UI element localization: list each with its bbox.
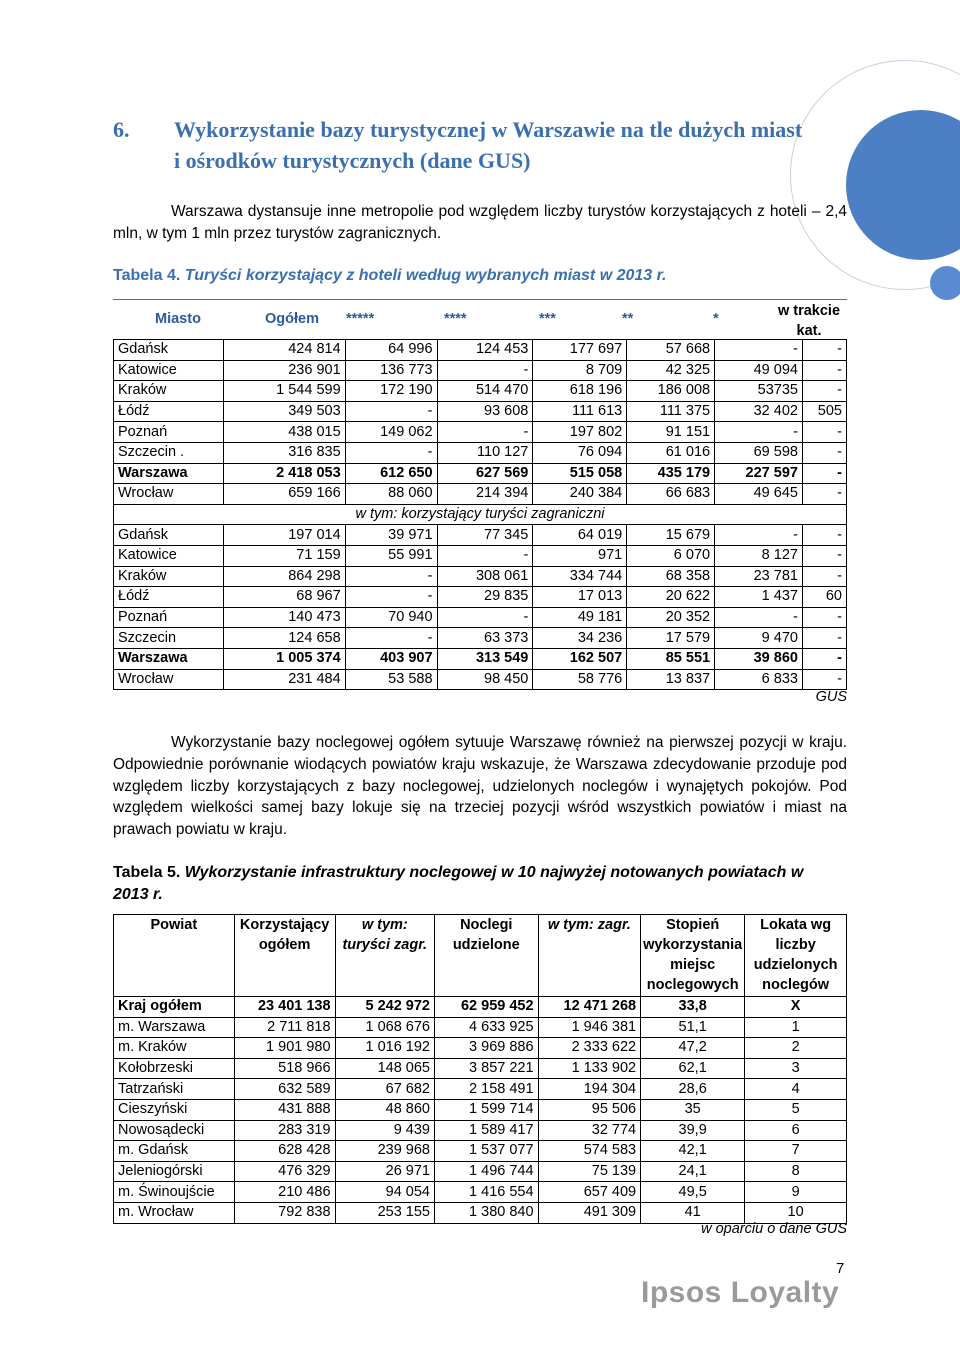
value-cell: - [802, 525, 846, 546]
city-cell: Katowice [114, 360, 224, 381]
powiat-cell: m. Warszawa [114, 1017, 235, 1038]
table-row [114, 1038, 847, 1059]
value-cell: 124 658 [223, 628, 345, 649]
column-header: Powiat [114, 915, 235, 997]
value-cell: 172 190 [345, 381, 437, 402]
value-cell: 32 402 [715, 401, 803, 422]
value-cell: - [437, 422, 533, 443]
value-cell: 9 [745, 1182, 847, 1203]
value-cell: 77 345 [437, 525, 533, 546]
value-cell: 1 416 554 [435, 1182, 539, 1203]
value-cell: 34 236 [533, 628, 627, 649]
table-row [114, 1182, 847, 1203]
table-row [114, 669, 847, 690]
value-cell: 632 589 [234, 1079, 335, 1100]
powiat-cell: Kołobrzeski [114, 1058, 235, 1079]
value-cell: 313 549 [437, 648, 533, 669]
value-cell: 864 298 [223, 566, 345, 587]
table-row [114, 340, 847, 361]
value-cell: 20 622 [627, 587, 715, 608]
value-cell: 627 569 [437, 463, 533, 484]
value-cell: 124 453 [437, 340, 533, 361]
value-cell: - [715, 422, 803, 443]
column-header: w tym: zagr. [538, 915, 641, 997]
value-cell: 227 597 [715, 463, 803, 484]
value-cell: 334 744 [533, 566, 627, 587]
value-cell: 4 633 925 [435, 1017, 539, 1038]
value-cell: 17 013 [533, 587, 627, 608]
header-5-stars: ***** [346, 311, 375, 327]
value-cell: 95 506 [538, 1099, 641, 1120]
value-cell: - [437, 360, 533, 381]
value-cell: 514 470 [437, 381, 533, 402]
value-cell: 2 158 491 [435, 1079, 539, 1100]
value-cell: 518 966 [234, 1058, 335, 1079]
powiat-cell: m. Wrocław [114, 1202, 235, 1223]
value-cell: X [745, 997, 847, 1018]
table5-body [114, 915, 847, 1224]
value-cell: 1 901 980 [234, 1038, 335, 1059]
value-cell: 210 486 [234, 1182, 335, 1203]
column-header: Korzystający ogółem [234, 915, 335, 997]
header-2-stars: ** [622, 311, 634, 327]
value-cell: 94 054 [335, 1182, 434, 1203]
value-cell: 68 358 [627, 566, 715, 587]
value-cell: 93 608 [437, 401, 533, 422]
value-cell: - [802, 484, 846, 505]
value-cell: 15 679 [627, 525, 715, 546]
value-cell: - [437, 545, 533, 566]
table-row [114, 1141, 847, 1162]
value-cell: 403 907 [345, 648, 437, 669]
value-cell: 68 967 [223, 587, 345, 608]
value-cell: 8 [745, 1161, 847, 1182]
value-cell: 197 802 [533, 422, 627, 443]
table4-label: Tabela 4. [113, 267, 181, 284]
value-cell: 1 946 381 [538, 1017, 641, 1038]
value-cell: 505 [802, 401, 846, 422]
value-cell: 657 409 [538, 1182, 641, 1203]
value-cell: 49 181 [533, 607, 627, 628]
value-cell: 24,1 [641, 1161, 745, 1182]
value-cell: 236 901 [223, 360, 345, 381]
value-cell: 1 589 417 [435, 1120, 539, 1141]
table-row [114, 628, 847, 649]
value-cell: 1 537 077 [435, 1141, 539, 1162]
value-cell: 53735 [715, 381, 803, 402]
table-row [114, 401, 847, 422]
value-cell: 214 394 [437, 484, 533, 505]
table-row [114, 545, 847, 566]
city-cell: Warszawa [114, 648, 224, 669]
value-cell: 239 968 [335, 1141, 434, 1162]
table-row [114, 587, 847, 608]
column-header: Noclegi udzielone [435, 915, 539, 997]
value-cell: 618 196 [533, 381, 627, 402]
body-paragraph: Wykorzystanie bazy noclegowej ogółem sytuuje Warszawę również na pierwszej pozycji w kraju. Odpowiednie porównanie wiodących powiatów kraju wskazuje, że Warszawa zdecydowanie przoduje pod względem liczby korzystających z bazy noclegowej, udzielonych noclegów i wynajętych pokojów. Pod względem wielkości samej bazy lokuje się na trzeciej pozycji wśród wszystkich powiatów i miast na prawach powiatu w kraju. [113, 734, 847, 839]
value-cell: 316 835 [223, 442, 345, 463]
value-cell: 2 [745, 1038, 847, 1059]
value-cell: 1 005 374 [223, 648, 345, 669]
header-4-stars: **** [444, 311, 467, 327]
intro-paragraph: Warszawa dystansuje inne metropolie pod względem liczby turystów korzystających z hoteli – 2,4 mln, w tym 1 mln przez turystów zagranicznych. [113, 203, 847, 242]
value-cell: 29 835 [437, 587, 533, 608]
value-cell: 32 774 [538, 1120, 641, 1141]
value-cell: 283 319 [234, 1120, 335, 1141]
value-cell: 51,1 [641, 1017, 745, 1038]
decorative-circle-small [930, 266, 960, 300]
value-cell: 2 333 622 [538, 1038, 641, 1059]
value-cell: 55 991 [345, 545, 437, 566]
table-row [114, 607, 847, 628]
section-title: Wykorzystanie bazy turystycznej w Warszawie na tle dużych miast i ośrodków turystycznych (dane GUS) [174, 117, 803, 173]
table4-source: GUS [815, 689, 847, 705]
powiat-cell: Jeleniogórski [114, 1161, 235, 1182]
value-cell: 1 437 [715, 587, 803, 608]
value-cell: 136 773 [345, 360, 437, 381]
value-cell: 438 015 [223, 422, 345, 443]
value-cell: - [802, 607, 846, 628]
value-cell: 1 496 744 [435, 1161, 539, 1182]
value-cell: 12 471 268 [538, 997, 641, 1018]
header-ogolem: Ogółem [265, 311, 319, 327]
city-cell: Szczecin . [114, 442, 224, 463]
value-cell: 628 428 [234, 1141, 335, 1162]
table-row [114, 422, 847, 443]
value-cell: 4 [745, 1079, 847, 1100]
header-3-stars: *** [539, 311, 556, 327]
value-cell: - [715, 525, 803, 546]
value-cell: 2 418 053 [223, 463, 345, 484]
value-cell: 1 [745, 1017, 847, 1038]
column-header: Stopień wykorzystania miejsc noclegowych [641, 915, 745, 997]
table4-body [114, 340, 847, 690]
table-row [114, 1202, 847, 1223]
value-cell: 111 613 [533, 401, 627, 422]
table5 [113, 914, 847, 1224]
value-cell: - [437, 607, 533, 628]
value-cell: 424 814 [223, 340, 345, 361]
value-cell: 10 [745, 1202, 847, 1223]
header-1-star: * [713, 311, 719, 327]
value-cell: 1 544 599 [223, 381, 345, 402]
city-cell: Katowice [114, 545, 224, 566]
value-cell: 231 484 [223, 669, 345, 690]
value-cell: 148 065 [335, 1058, 434, 1079]
value-cell: - [802, 442, 846, 463]
powiat-cell: Cieszyński [114, 1099, 235, 1120]
value-cell: - [802, 566, 846, 587]
city-cell: Wrocław [114, 669, 224, 690]
table-row [114, 1120, 847, 1141]
table5-caption [113, 862, 813, 906]
value-cell: 6 [745, 1120, 847, 1141]
section-heading [113, 114, 813, 176]
value-cell: 42,1 [641, 1141, 745, 1162]
value-cell: 53 588 [345, 669, 437, 690]
value-cell: 659 166 [223, 484, 345, 505]
value-cell: - [802, 463, 846, 484]
table-row [114, 648, 847, 669]
value-cell: 71 159 [223, 545, 345, 566]
foreign-tourists-subheader: w tym: korzystający turyści zagraniczni [114, 504, 847, 525]
table4-header [113, 299, 847, 339]
city-cell: Szczecin [114, 628, 224, 649]
value-cell: 515 058 [533, 463, 627, 484]
value-cell: 35 [641, 1099, 745, 1120]
value-cell: 64 996 [345, 340, 437, 361]
value-cell: 792 838 [234, 1202, 335, 1223]
section-number: 6. [113, 117, 130, 142]
value-cell: - [345, 587, 437, 608]
table-row [114, 525, 847, 546]
value-cell: 63 373 [437, 628, 533, 649]
value-cell: 162 507 [533, 648, 627, 669]
value-cell: 9 470 [715, 628, 803, 649]
value-cell: 5 [745, 1099, 847, 1120]
value-cell: - [802, 669, 846, 690]
value-cell: 60 [802, 587, 846, 608]
table4-caption [113, 267, 666, 285]
value-cell: 110 127 [437, 442, 533, 463]
value-cell: 5 242 972 [335, 997, 434, 1018]
value-cell: 61 016 [627, 442, 715, 463]
value-cell: - [345, 401, 437, 422]
table-row [114, 463, 847, 484]
value-cell: 491 309 [538, 1202, 641, 1223]
table-row [114, 1017, 847, 1038]
table5-source: w oparciu o dane GUS [701, 1221, 847, 1237]
value-cell: 3 [745, 1058, 847, 1079]
value-cell: 3 857 221 [435, 1058, 539, 1079]
city-cell: Kraków [114, 566, 224, 587]
value-cell: 49,5 [641, 1182, 745, 1203]
value-cell: 69 598 [715, 442, 803, 463]
city-cell: Warszawa [114, 463, 224, 484]
value-cell: - [345, 566, 437, 587]
value-cell: 149 062 [345, 422, 437, 443]
value-cell: 48 860 [335, 1099, 434, 1120]
value-cell: 574 583 [538, 1141, 641, 1162]
value-cell: - [345, 628, 437, 649]
value-cell: 1 599 714 [435, 1099, 539, 1120]
powiat-cell: Nowosądecki [114, 1120, 235, 1141]
value-cell: 41 [641, 1202, 745, 1223]
powiat-cell: m. Świnoujście [114, 1182, 235, 1203]
table4 [113, 339, 847, 690]
value-cell: 186 008 [627, 381, 715, 402]
value-cell: - [802, 422, 846, 443]
value-cell: 308 061 [437, 566, 533, 587]
value-cell: - [802, 381, 846, 402]
value-cell: 612 650 [345, 463, 437, 484]
city-cell: Wrocław [114, 484, 224, 505]
ipsos-loyalty-logo: Ipsos Loyalty [641, 1276, 840, 1309]
value-cell: 7 [745, 1141, 847, 1162]
table-row [114, 442, 847, 463]
value-cell: - [802, 360, 846, 381]
value-cell: 67 682 [335, 1079, 434, 1100]
value-cell: 76 094 [533, 442, 627, 463]
value-cell: - [802, 648, 846, 669]
value-cell: 476 329 [234, 1161, 335, 1182]
value-cell: 111 375 [627, 401, 715, 422]
value-cell: 98 450 [437, 669, 533, 690]
table-row [114, 1099, 847, 1120]
city-cell: Łódź [114, 401, 224, 422]
table5-title: Wykorzystanie infrastruktury noclegowej w 10 najwyżej notowanych powiatach w 2013 r. [113, 864, 804, 903]
city-cell: Gdańsk [114, 525, 224, 546]
value-cell: 1 068 676 [335, 1017, 434, 1038]
table-subheader-row [114, 504, 847, 525]
value-cell: 39 971 [345, 525, 437, 546]
value-cell: 85 551 [627, 648, 715, 669]
value-cell: 66 683 [627, 484, 715, 505]
value-cell: 64 019 [533, 525, 627, 546]
value-cell: 57 668 [627, 340, 715, 361]
table-row [114, 381, 847, 402]
value-cell: - [802, 545, 846, 566]
value-cell: 8 127 [715, 545, 803, 566]
table5-label: Tabela 5. [113, 864, 181, 881]
value-cell: 349 503 [223, 401, 345, 422]
value-cell: 49 094 [715, 360, 803, 381]
header-miasto: Miasto [155, 311, 201, 327]
city-cell: Gdańsk [114, 340, 224, 361]
table-row [114, 997, 847, 1018]
value-cell: 435 179 [627, 463, 715, 484]
value-cell: 140 473 [223, 607, 345, 628]
value-cell: 253 155 [335, 1202, 434, 1223]
value-cell: 6 833 [715, 669, 803, 690]
value-cell: 1 133 902 [538, 1058, 641, 1079]
column-header: Lokata wg liczby udzielonych noclegów [745, 915, 847, 997]
value-cell: 431 888 [234, 1099, 335, 1120]
value-cell: 240 384 [533, 484, 627, 505]
value-cell: 39 860 [715, 648, 803, 669]
value-cell: 58 776 [533, 669, 627, 690]
value-cell: 47,2 [641, 1038, 745, 1059]
value-cell: 177 697 [533, 340, 627, 361]
value-cell: - [802, 628, 846, 649]
value-cell: 42 325 [627, 360, 715, 381]
table-row [114, 1079, 847, 1100]
powiat-cell: Tatrzański [114, 1079, 235, 1100]
value-cell: 6 070 [627, 545, 715, 566]
value-cell: 13 837 [627, 669, 715, 690]
city-cell: Kraków [114, 381, 224, 402]
city-cell: Poznań [114, 607, 224, 628]
city-cell: Poznań [114, 422, 224, 443]
value-cell: - [802, 340, 846, 361]
city-cell: Łódź [114, 587, 224, 608]
value-cell: 70 940 [345, 607, 437, 628]
value-cell: 20 352 [627, 607, 715, 628]
value-cell: 194 304 [538, 1079, 641, 1100]
value-cell: 75 139 [538, 1161, 641, 1182]
value-cell: 197 014 [223, 525, 345, 546]
powiat-cell: m. Kraków [114, 1038, 235, 1059]
value-cell: 1 016 192 [335, 1038, 434, 1059]
value-cell: 3 969 886 [435, 1038, 539, 1059]
table4-title: Turyści korzystający z hoteli według wybranych miast w 2013 r. [180, 267, 667, 284]
value-cell: 62,1 [641, 1058, 745, 1079]
table5-header-row [114, 915, 847, 997]
value-cell: - [715, 607, 803, 628]
value-cell: 91 151 [627, 422, 715, 443]
value-cell: 1 380 840 [435, 1202, 539, 1223]
value-cell: 2 711 818 [234, 1017, 335, 1038]
table-row [114, 1058, 847, 1079]
table-row [114, 360, 847, 381]
value-cell: 23 781 [715, 566, 803, 587]
value-cell: 17 579 [627, 628, 715, 649]
value-cell: 62 959 452 [435, 997, 539, 1018]
value-cell: 9 439 [335, 1120, 434, 1141]
value-cell: 26 971 [335, 1161, 434, 1182]
value-cell: 49 645 [715, 484, 803, 505]
value-cell: - [715, 340, 803, 361]
value-cell: 23 401 138 [234, 997, 335, 1018]
powiat-cell: m. Gdańsk [114, 1141, 235, 1162]
value-cell: 33,8 [641, 997, 745, 1018]
value-cell: 8 709 [533, 360, 627, 381]
table-row [114, 566, 847, 587]
value-cell: - [345, 442, 437, 463]
header-in-categorization: w trakcie kat. [777, 303, 841, 339]
powiat-cell: Kraj ogółem [114, 997, 235, 1018]
value-cell: 88 060 [345, 484, 437, 505]
table-row [114, 1161, 847, 1182]
table-row [114, 484, 847, 505]
value-cell: 971 [533, 545, 627, 566]
value-cell: 39,9 [641, 1120, 745, 1141]
column-header: w tym: turyści zagr. [335, 915, 434, 997]
value-cell: 28,6 [641, 1079, 745, 1100]
page-number: 7 [836, 1260, 845, 1277]
